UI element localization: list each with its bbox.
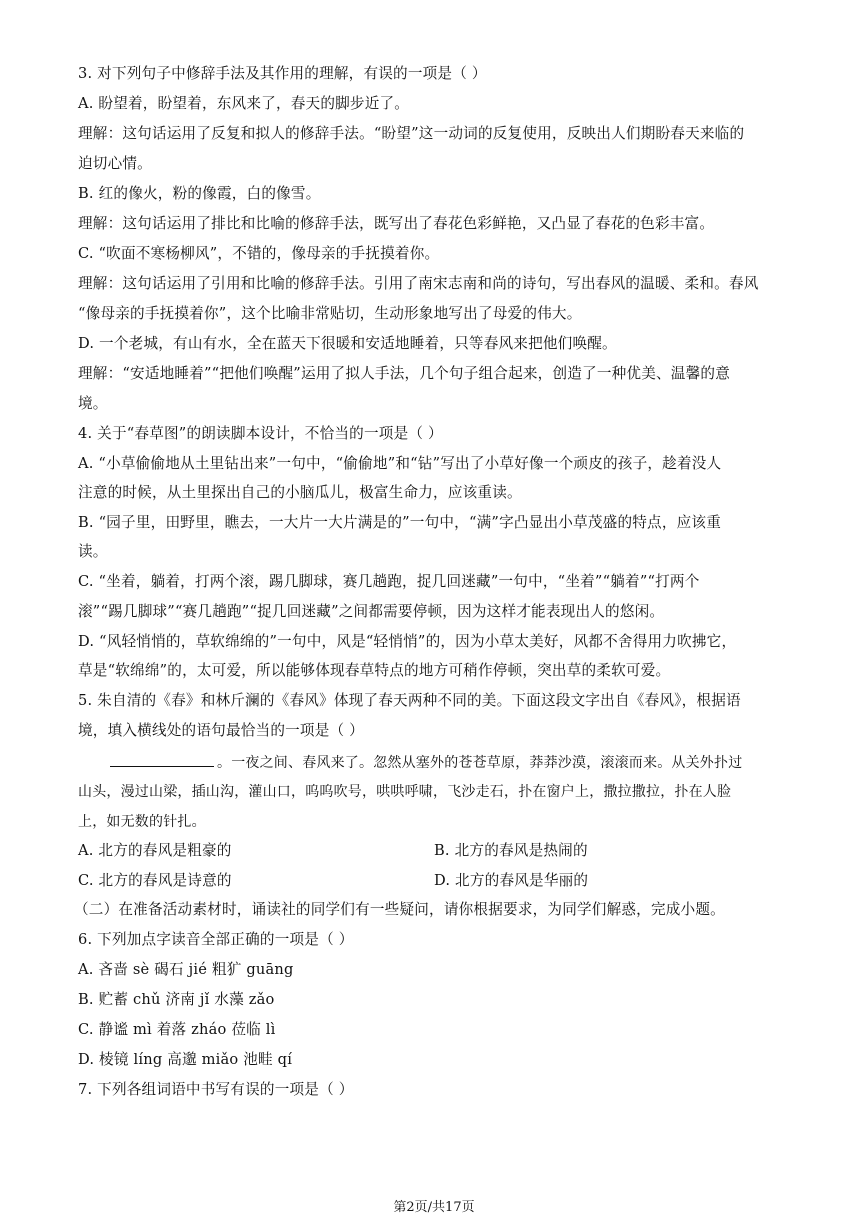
q3-option-b: B. 红的像火，粉的像霞，白的像雪。 bbox=[78, 185, 321, 202]
q5-passage-line-3: 上，如无数的针扎。 bbox=[78, 814, 206, 830]
q5-option-c: C. 北方的春风是诗意的 bbox=[78, 872, 232, 889]
q4-stem: 4. 关于“春草图”的朗读脚本设计，不恰当的一项是（ ） bbox=[78, 425, 443, 442]
q4-option-c-line-1: C. “坐着，躺着，打两个滚，踢几脚球，赛几趟跑，捉几回迷藏”一句中，“坐着”“躺着”“打两个 bbox=[78, 573, 700, 590]
q5-option-b: B. 北方的春风是热闹的 bbox=[434, 842, 588, 859]
q6-option-a: A. 吝啬 sè 碣石 jié 粗犷 guāng bbox=[78, 961, 294, 978]
q3-option-a-explanation-1: 理解：这句话运用了反复和拟人的修辞手法。“盼望”这一动词的反复使用，反映出人们期盼春天来临的 bbox=[78, 125, 745, 142]
q3-option-c-explanation-1: 理解：这句话运用了引用和比喻的修辞手法。引用了南宋志南和尚的诗句，写出春风的温暖、柔和。春风 bbox=[78, 275, 759, 292]
q3-option-c: C. “吹面不寒杨柳风”，不错的，像母亲的手抚摸着你。 bbox=[78, 245, 440, 262]
q6-option-d: D. 棱镜 líng 高邈 miǎo 池畦 qí bbox=[78, 1051, 293, 1068]
q4-option-a-line-2: 注意的时候，从土里探出自己的小脑瓜儿，极富生命力，应该重读。 bbox=[78, 484, 522, 501]
q5-option-d: D. 北方的春风是华丽的 bbox=[434, 872, 589, 889]
section-2-heading: （二）在准备活动素材时，诵读社的同学们有一些疑问，请你根据要求，为同学们解惑，完成小题。 bbox=[74, 901, 725, 918]
fill-in-blank bbox=[110, 751, 214, 767]
q5-passage-line-2: 山头，漫过山梁，插山沟，灌山口，呜呜吹号，哄哄呼啸，飞沙走石，扑在窗户上，撒拉撒拉，扑在人脸 bbox=[78, 784, 732, 800]
q3-option-b-explanation: 理解：这句话运用了排比和比喻的修辞手法，既写出了春花色彩鲜艳，又凸显了春花的色彩丰富。 bbox=[78, 215, 715, 232]
q6-stem: 6. 下列加点字读音全部正确的一项是（ ） bbox=[78, 931, 354, 948]
q3-option-c-explanation-2: “像母亲的手抚摸着你”，这个比喻非常贴切，生动形象地写出了母爱的伟大。 bbox=[78, 305, 582, 322]
q4-option-b-line-2: 读。 bbox=[78, 543, 108, 560]
q5-stem-line-1: 5. 朱自清的《春》和林斤澜的《春风》体现了春天两种不同的美。下面这段文字出自《春风》，根据语 bbox=[78, 692, 741, 709]
q4-option-b-line-1: B. “园子里，田野里，瞧去，一大片一大片满是的”一句中，“满”字凸显出小草茂盛的特点，应该重 bbox=[78, 514, 721, 531]
q3-option-d-explanation-2: 境。 bbox=[78, 395, 108, 412]
q5-stem-line-2: 境，填入横线处的语句最恰当的一项是（ ） bbox=[78, 722, 364, 739]
q4-option-a-line-1: A. “小草偷偷地从土里钻出来”一句中，“偷偷地”和“钻”写出了小草好像一个顽皮的孩子，趁着没人 bbox=[78, 455, 722, 472]
q5-option-a: A. 北方的春风是粗豪的 bbox=[78, 842, 232, 859]
page-number-footer: 第2页/共17页 bbox=[393, 1200, 475, 1215]
q6-option-c: C. 静谧 mì 着落 zháo 莅临 lì bbox=[78, 1021, 276, 1038]
q4-option-d-line-2: 草是“软绵绵”的，太可爱，所以能够体现春草特点的地方可稍作停顿，突出草的柔软可爱。 bbox=[78, 662, 671, 679]
q3-option-d: D. 一个老城，有山有水，全在蓝天下很暖和安适地睡着，只等春风来把他们唤醒。 bbox=[78, 335, 617, 352]
q4-option-d-line-1: D. “风轻悄悄的，草软绵绵的”一句中，风是“轻悄悄”的，因为小草太美好，风都不舍得用力吹拂它， bbox=[78, 633, 737, 650]
q3-option-d-explanation-1: 理解：“安适地睡着”“把他们唤醒”运用了拟人手法，几个句子组合起来，创造了一种优美、温馨的意 bbox=[78, 365, 730, 382]
q6-option-b: B. 贮蓄 chǔ 济南 jǐ 水藻 zǎo bbox=[78, 991, 275, 1008]
q3-option-a-explanation-2: 迫切心情。 bbox=[78, 155, 152, 172]
q3-stem: 3. 对下列句子中修辞手法及其作用的理解，有误的一项是（ ） bbox=[78, 65, 487, 82]
q7-stem: 7. 下列各组词语中书写有误的一项是（ ） bbox=[78, 1081, 354, 1098]
q5-passage-line-1 bbox=[110, 751, 742, 774]
q3-option-a: A. 盼望着，盼望着，东风来了，春天的脚步近了。 bbox=[78, 95, 410, 112]
q5-passage-text-1: 。一夜之间、春风来了。忽然从塞外的苍苍草原，莽莽沙漠，滚滚而来。从关外扑过 bbox=[217, 755, 743, 771]
q4-option-c-line-2: 滚”“踢几脚球”“赛几趟跑”“捉几回迷藏”之间都需要停顿，因为这样才能表现出人的悠闲。 bbox=[78, 603, 665, 620]
